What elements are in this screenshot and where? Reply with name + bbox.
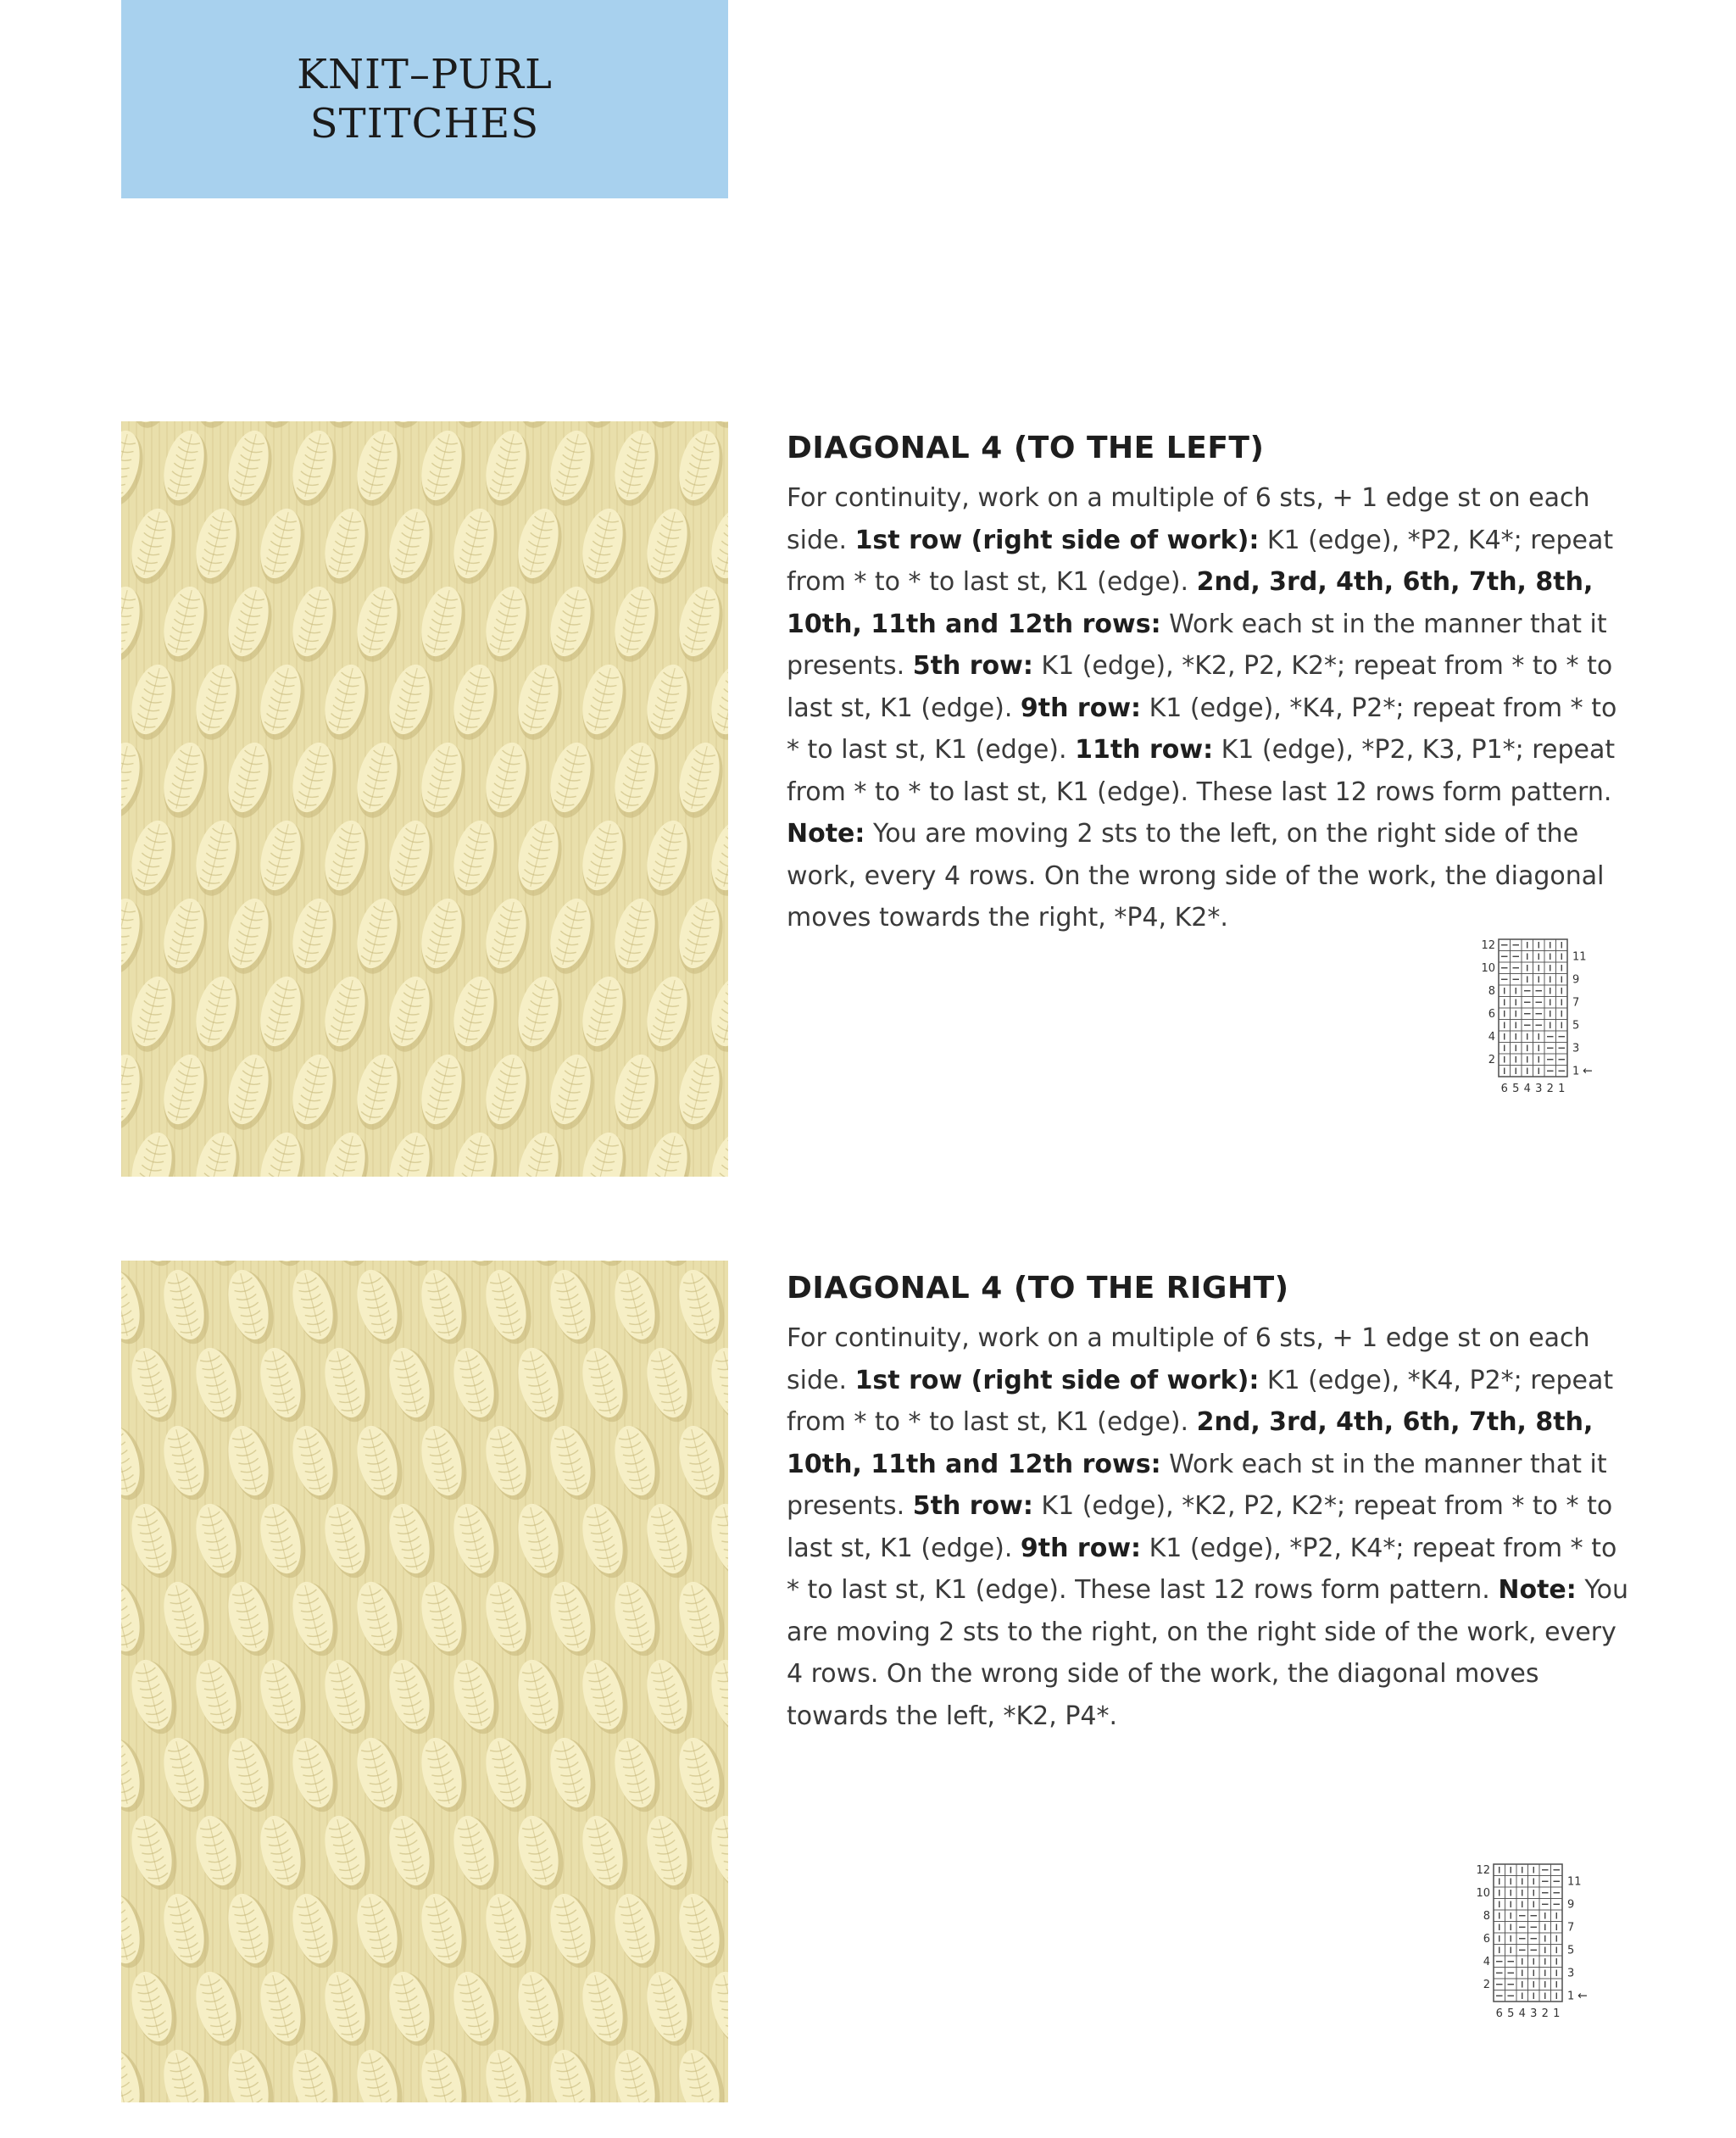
chart-row-label: 6 [1488, 1007, 1495, 1021]
row-text: Work each st in the manner that it presents. [787, 609, 1607, 681]
note-label: Note: [1498, 1575, 1577, 1605]
row-text: Work each st in the manner that it presents. [787, 1449, 1607, 1521]
chart-row-label: 12 [1476, 1863, 1490, 1877]
section-title-line2: STITCHES [309, 100, 540, 148]
chart-row-label: 7 [1572, 996, 1580, 1010]
row-label: 11th row: [1075, 735, 1214, 765]
chart-column-label: 3 [1535, 1083, 1543, 1095]
row-label: 1st row (right side of work): [854, 525, 1260, 555]
chart-row-label: 2 [1483, 1978, 1490, 1991]
chart-row-label: 4 [1488, 1030, 1495, 1044]
pattern-instructions [787, 1317, 1634, 1737]
row-text: K1 (edge), *P2, K4*; repeat from * to * to last st, K1 (edge). [787, 525, 1614, 597]
chart-column-label: 2 [1541, 2007, 1549, 2020]
stitch-chart-left [1475, 938, 1644, 1209]
row-label: 9th row: [1020, 1533, 1142, 1563]
row-text: K1 (edge), *P2, K3, P1*; repeat from * to * to last st, K1 (edge). These last 12 rows form pattern. [787, 735, 1616, 807]
note-label: Note: [787, 819, 865, 849]
knit-texture-right [121, 1261, 728, 2102]
row-label: 2nd, 3rd, 4th, 6th, 7th, 8th, 10th, 11th and 12th rows: [787, 1407, 1594, 1479]
row-label: 5th row: [912, 1491, 1033, 1521]
chart-row-label: 9 [1567, 1898, 1575, 1912]
knit-swatch-photo-left [121, 421, 728, 1177]
chart-column-label: 5 [1507, 2007, 1515, 2020]
chart-row-label: 5 [1572, 1019, 1580, 1033]
chart-column-label: 3 [1530, 2007, 1538, 2020]
row-text: K1 (edge), *P2, K4*; repeat from * to * to last st, K1 (edge). These last 12 rows form pattern. [787, 1533, 1617, 1605]
chart-grid-left [1475, 938, 1644, 1209]
pattern-title: DIAGONAL 4 (TO THE LEFT) [787, 431, 1265, 465]
chart-row-label: 5 [1567, 1944, 1575, 1957]
chart-row-label: 1 [1572, 1065, 1580, 1078]
section-title-line1: KNIT–PURL [297, 51, 553, 98]
chart-row-label: 2 [1488, 1053, 1495, 1066]
intro-text: For continuity, work on a multiple of 6 sts, + 1 edge st on each side. [787, 1323, 1590, 1395]
chart-row-label: 3 [1567, 1967, 1575, 1980]
chart-row-label: 12 [1481, 938, 1495, 952]
chart-start-arrow-icon: ← [1583, 1064, 1593, 1078]
chart-column-label: 4 [1523, 1083, 1531, 1095]
chart-grid-right [1470, 1862, 1639, 2134]
chart-column-label: 6 [1495, 2007, 1503, 2020]
chart-row-label: 6 [1483, 1932, 1490, 1946]
chart-column-label: 1 [1553, 2007, 1561, 2020]
chart-row-label: 9 [1572, 973, 1580, 987]
chart-row-label: 1 [1567, 1990, 1575, 2003]
pattern-title: DIAGONAL 4 (TO THE RIGHT) [787, 1271, 1289, 1306]
row-text: K1 (edge), *K2, P2, K2*; repeat from * to * to last st, K1 (edge). [787, 651, 1613, 723]
section-header [121, 0, 728, 198]
note-text: You are moving 2 sts to the left, on the right side of the work, every 4 rows. On the wrong side of the work, the diagonal moves towards the right, *P4, K2*. [787, 819, 1605, 933]
intro-text: For continuity, work on a multiple of 6 sts, + 1 edge st on each side. [787, 483, 1590, 555]
chart-column-label: 4 [1518, 2007, 1526, 2020]
row-label: 1st row (right side of work): [854, 1365, 1260, 1395]
chart-row-label: 11 [1567, 1875, 1582, 1889]
chart-start-arrow-icon: ← [1577, 1989, 1588, 2003]
chart-row-label: 10 [1481, 961, 1495, 975]
row-text: K1 (edge), *K4, P2*; repeat from * to * to last st, K1 (edge). [787, 1365, 1614, 1437]
pattern-left [787, 428, 1634, 939]
chart-row-label: 3 [1572, 1042, 1580, 1055]
pattern-instructions [787, 477, 1634, 939]
pattern-right [787, 1268, 1634, 1737]
row-label: 9th row: [1020, 693, 1142, 723]
row-text: K1 (edge), *K2, P2, K2*; repeat from * to * to last st, K1 (edge). [787, 1491, 1613, 1563]
chart-row-label: 8 [1483, 1909, 1490, 1923]
row-label: 5th row: [912, 651, 1033, 681]
chart-row-label: 7 [1567, 1921, 1575, 1935]
note-text: You are moving 2 sts to the right, on the right side of the work, every 4 rows. On the wrong side of the work, the diagonal moves towards the left, *K2, P4*. [787, 1575, 1629, 1731]
chart-column-label: 6 [1500, 1083, 1508, 1095]
chart-column-label: 2 [1546, 1083, 1554, 1095]
row-text: K1 (edge), *K4, P2*; repeat from * to * to last st, K1 (edge). [787, 693, 1617, 765]
chart-row-label: 10 [1476, 1886, 1490, 1900]
knit-swatch-photo-right [121, 1261, 728, 2102]
chart-row-label: 4 [1483, 1955, 1490, 1968]
stitch-chart-right [1470, 1862, 1639, 2134]
knit-texture-left [121, 421, 728, 1177]
row-label: 2nd, 3rd, 4th, 6th, 7th, 8th, 10th, 11th and 12th rows: [787, 567, 1594, 639]
chart-column-label: 5 [1512, 1083, 1520, 1095]
chart-row-label: 11 [1572, 950, 1587, 964]
chart-column-label: 1 [1558, 1083, 1566, 1095]
chart-row-label: 8 [1488, 984, 1495, 998]
